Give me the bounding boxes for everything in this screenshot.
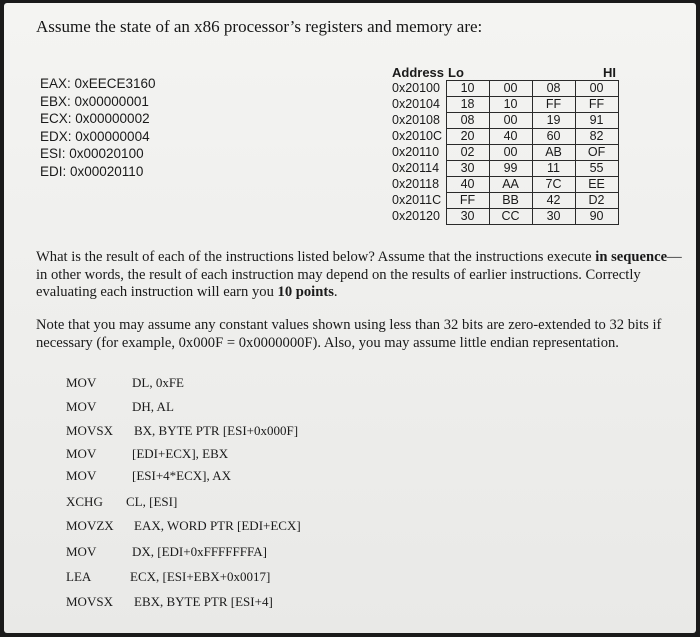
memory-row <box>390 177 618 193</box>
memory-byte: 40 <box>446 177 489 193</box>
memory-byte: D2 <box>575 193 618 209</box>
memory-byte: 00 <box>575 81 618 97</box>
register-ecx: ECX: 0x00000002 <box>40 111 150 126</box>
instruction-row <box>66 446 386 462</box>
memory-row <box>390 129 618 145</box>
memory-byte: 90 <box>575 209 618 225</box>
memory-byte: 55 <box>575 161 618 177</box>
memory-rows <box>390 81 618 225</box>
memory-address: 0x2011C <box>392 193 442 207</box>
memory-byte: 10 <box>489 97 532 113</box>
instruction-operands: DX, [EDI+0xFFFFFFFA] <box>132 544 267 559</box>
register-eax: EAX: 0xEECE3160 <box>40 76 156 91</box>
header-address: Address <box>392 65 445 81</box>
para1-text-c: —in other words, the result of each instruction may depend on the results of earlier instructions. Correctly evaluating each instruction will earn you <box>36 249 682 300</box>
instruction-operands: BX, BYTE PTR [ESI+0x000F] <box>134 423 299 438</box>
instruction-operands: EAX, WORD PTR [EDI+ECX] <box>134 518 301 533</box>
memory-byte: 08 <box>446 113 489 129</box>
instruction-opcode: MOVSX <box>66 594 113 609</box>
memory-byte: 30 <box>446 161 489 177</box>
instruction-row <box>66 375 386 391</box>
memory-byte: 00 <box>489 113 532 129</box>
instruction-row <box>66 468 386 484</box>
memory-address: 0x20108 <box>392 113 440 127</box>
para1-bold-points: 10 points <box>277 284 334 300</box>
instruction-opcode: MOVZX <box>66 518 114 533</box>
instruction-operands: DL, 0xFE <box>132 375 184 390</box>
memory-byte: FF <box>532 97 575 113</box>
memory-row <box>390 113 618 129</box>
memory-byte: 08 <box>532 81 575 97</box>
memory-address: 0x20114 <box>392 161 440 175</box>
instruction-row <box>66 544 386 560</box>
para1-bold-sequence: in sequence <box>595 249 668 265</box>
instruction-row <box>66 399 386 415</box>
page-heading: Assume the state of an x86 processor’s registers and memory are: <box>36 17 483 36</box>
memory-byte: 60 <box>532 129 575 145</box>
para1-text-a: What is the result of each of the instructions listed below? Assume that the instructions execute <box>36 249 596 265</box>
memory-byte: 40 <box>489 129 532 145</box>
memory-header-row <box>390 65 618 81</box>
instructions-paragraph <box>36 249 688 302</box>
header-spacer-2 <box>532 65 575 81</box>
instruction-operands: CL, [ESI] <box>126 494 178 509</box>
memory-byte: 99 <box>489 161 532 177</box>
memory-byte: 42 <box>532 193 575 209</box>
memory-byte: FF <box>446 193 489 209</box>
header-lo: Lo <box>448 65 464 80</box>
instruction-operands: EBX, BYTE PTR [ESI+4] <box>134 594 273 609</box>
memory-byte: 20 <box>446 129 489 145</box>
memory-byte: 18 <box>446 97 489 113</box>
instruction-opcode: MOV <box>66 399 97 414</box>
document-page <box>4 3 696 633</box>
register-list <box>40 75 156 180</box>
instruction-opcode: MOV <box>66 375 97 390</box>
memory-address: 0x20120 <box>392 209 440 223</box>
memory-row <box>390 193 618 209</box>
register-esi: ESI: 0x00020100 <box>40 146 144 161</box>
memory-row <box>390 209 618 225</box>
para1-text-e: . <box>333 284 338 300</box>
instruction-opcode: MOV <box>66 468 97 483</box>
memory-byte: 10 <box>446 81 489 97</box>
memory-address: 0x20110 <box>392 145 440 159</box>
memory-byte: BB <box>489 193 532 209</box>
instruction-row <box>66 569 386 585</box>
instruction-opcode: MOV <box>66 544 97 559</box>
memory-address: 0x2010C <box>392 129 443 143</box>
instruction-row <box>66 494 386 510</box>
note-paragraph: Note that you may assume any constant values shown using less than 32 bits are zero-extended to 32 bits if necessary (for example, 0x000F = 0x0000000F). Also, you may assume little endian representation. <box>36 317 662 351</box>
instruction-row <box>66 594 386 610</box>
memory-byte: 00 <box>489 145 532 161</box>
memory-byte: 19 <box>532 113 575 129</box>
instruction-operands: ECX, [ESI+EBX+0x0017] <box>130 569 271 584</box>
memory-address: 0x20118 <box>392 177 440 191</box>
header-hi: HI <box>603 65 617 80</box>
memory-row <box>390 145 618 161</box>
instruction-row <box>66 518 386 534</box>
register-edx: EDX: 0x00000004 <box>40 128 150 144</box>
memory-byte: AB <box>532 145 575 161</box>
memory-byte: OF <box>575 145 618 161</box>
memory-byte: 00 <box>489 81 532 97</box>
instruction-opcode: MOV <box>66 446 97 461</box>
memory-byte: CC <box>489 209 532 225</box>
memory-address: 0x20100 <box>392 81 440 95</box>
memory-address: 0x20104 <box>392 97 440 111</box>
memory-byte: EE <box>575 177 618 193</box>
header-spacer-1 <box>489 65 532 81</box>
memory-byte: 91 <box>575 113 618 129</box>
memory-row <box>390 97 618 113</box>
instruction-opcode: LEA <box>66 569 92 584</box>
register-ebx: EBX: 0x00000001 <box>40 93 149 109</box>
register-edi: EDI: 0x00020110 <box>40 163 144 179</box>
memory-row <box>390 161 618 177</box>
memory-byte: 7C <box>532 177 575 193</box>
instruction-operands: [ESI+4*ECX], AX <box>132 468 232 483</box>
instruction-opcode: XCHG <box>66 494 103 509</box>
memory-byte: 30 <box>532 209 575 225</box>
memory-byte: 11 <box>532 161 575 177</box>
instruction-operands: DH, AL <box>132 399 174 414</box>
instruction-opcode: MOVSX <box>66 423 113 438</box>
memory-row <box>390 81 618 97</box>
memory-byte: AA <box>489 177 532 193</box>
memory-byte: FF <box>575 97 618 113</box>
memory-table <box>390 65 619 225</box>
instruction-row <box>66 423 386 439</box>
memory-byte: 02 <box>446 145 489 161</box>
instruction-operands: [EDI+ECX], EBX <box>132 446 229 461</box>
memory-byte: 30 <box>446 209 489 225</box>
memory-byte: 82 <box>575 129 618 145</box>
